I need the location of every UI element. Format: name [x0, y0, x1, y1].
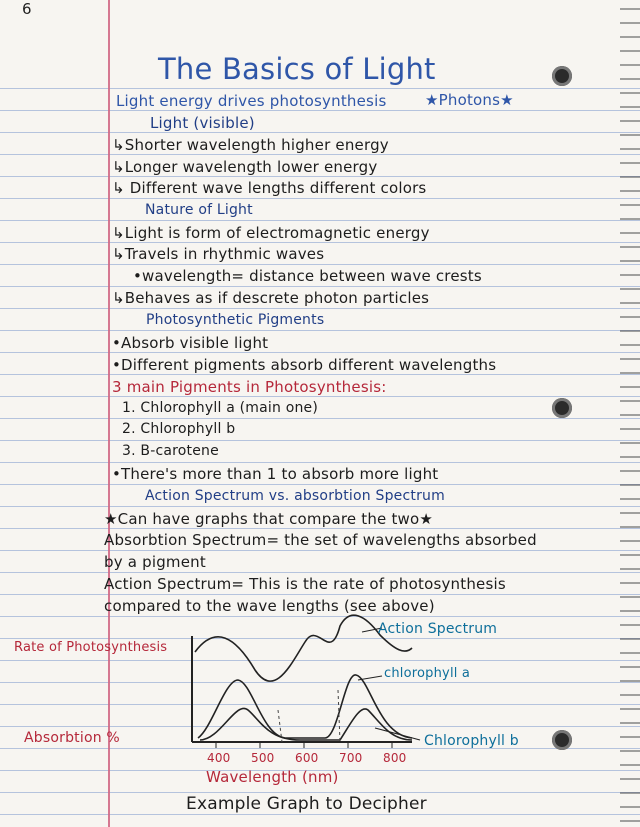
- x-tick-label: 600: [295, 751, 319, 765]
- y-label-absorbtion: Absorbtion %: [24, 730, 120, 746]
- x-tick-label: 400: [207, 751, 231, 765]
- note-line: compared to the wave lengths (see above): [104, 597, 435, 615]
- page-title: The Basics of Light: [158, 52, 436, 86]
- note-line: 2. Chlorophyll b: [122, 421, 236, 437]
- note-line: •There's more than 1 to absorb more light: [112, 465, 439, 483]
- note-line: Action Spectrum= This is the rate of photosynthesis: [104, 575, 506, 593]
- note-line: ↳ Different wave lengths different colors: [112, 179, 427, 197]
- note-line: ↳Travels in rhythmic waves: [112, 245, 325, 263]
- note-line: •wavelength= distance between wave crests: [133, 267, 482, 285]
- note-line: •Different pigments absorb different wavelengths: [112, 356, 497, 374]
- section-heading: Nature of Light: [145, 202, 253, 218]
- x-axis-label: Wavelength (nm): [206, 768, 339, 786]
- curve-label-action-spectrum: Action Spectrum: [378, 621, 498, 637]
- label-pointer: [375, 728, 420, 740]
- note-line: Absorbtion Spectrum= the set of wavelengths absorbed: [104, 531, 537, 549]
- note-line: 3. B-carotene: [122, 443, 219, 459]
- note-line: by a pigment: [104, 553, 206, 571]
- y-label-rate: Rate of Photosynthesis: [14, 640, 168, 655]
- chlorophyll-a-curve: [198, 675, 412, 738]
- note-line: Light energy drives photosynthesis: [116, 92, 387, 110]
- section-heading: 3 main Pigments in Photosynthesis:: [112, 378, 387, 396]
- x-tick-label: 800: [383, 751, 407, 765]
- section-heading: Light (visible): [150, 114, 255, 132]
- curve-label-chlorophyll-a: chlorophyll a: [384, 666, 471, 681]
- note-line: ↳Behaves as if descrete photon particles: [112, 289, 430, 307]
- section-heading: Action Spectrum vs. absorbtion Spectrum: [145, 488, 445, 504]
- note-line: ↳Longer wavelength lower energy: [112, 158, 378, 176]
- note-line: •Absorb visible light: [112, 334, 269, 352]
- page-number: 6: [22, 0, 32, 18]
- note-line: ↳Shorter wavelength higher energy: [112, 136, 389, 154]
- note-line: ★Can have graphs that compare the two★: [104, 510, 434, 528]
- graph-caption: Example Graph to Decipher: [186, 794, 427, 814]
- curve-label-chlorophyll-b: Chlorophyll b: [424, 733, 519, 749]
- note-line: ↳Light is form of electromagnetic energy: [112, 224, 430, 242]
- section-heading: Photosynthetic Pigments: [146, 312, 325, 328]
- x-tick-label: 500: [251, 751, 275, 765]
- note-line: ★Photons★: [425, 91, 514, 109]
- note-line: 1. Chlorophyll a (main one): [122, 400, 319, 416]
- x-tick-label: 700: [339, 751, 363, 765]
